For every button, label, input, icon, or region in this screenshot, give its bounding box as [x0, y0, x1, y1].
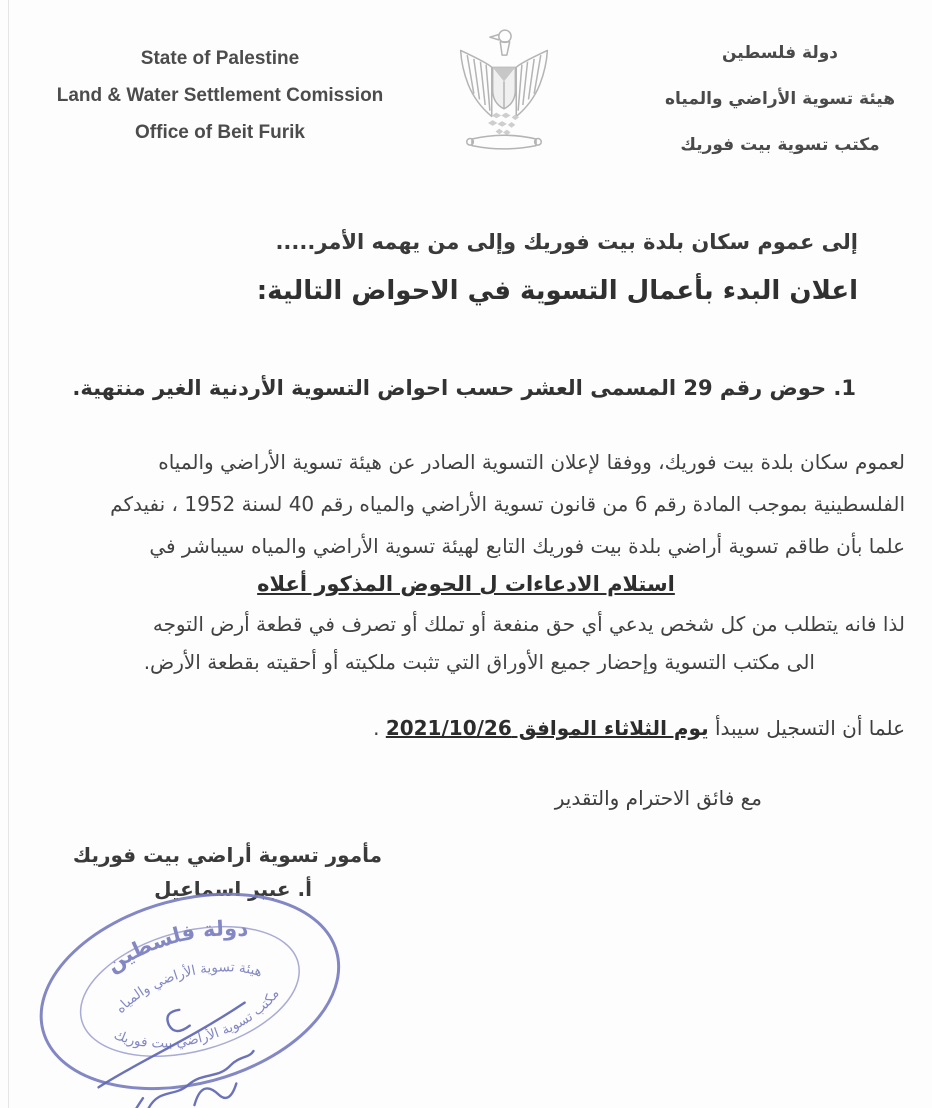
paragraph-line-2: الفلسطينية بموجب المادة رقم 6 من قانون تسوية الأراضي والمياه رقم 40 لسنة 1952 ، نفيدكم [110, 492, 905, 516]
paragraph-line-1: لعموم سكان بلدة بيت فوريك، ووفقا لإعلان التسوية الصادر عن هيئة تسوية الأراضي والمياه [158, 450, 905, 474]
stamp-text-bottom: مكتب تسوية الأراضي بيت فوريك [111, 986, 283, 1052]
salutation-line: إلى عموم سكان بلدة بيت فوريك وإلى من يهمه الأمر..... [275, 230, 858, 254]
basin-list-item: 1. حوض رقم 29 المسمى العشر حسب احواض التسوية الأردنية الغير منتهية. [72, 376, 856, 400]
registration-date-line [373, 716, 905, 740]
paragraph-line-4: لذا فانه يتطلب من كل شخص يدعي أي حق منفعة أو تملك أو تصرف في قطعة أرض التوجه [152, 612, 905, 636]
registration-date-suffix: . [373, 716, 386, 740]
header-ar-state: دولة فلسطين [721, 43, 839, 63]
header-ar-commission: هيئة تسوية الأراضي والمياه [664, 89, 896, 109]
header-ar-office: مكتب تسوية بيت فوريك [680, 135, 880, 155]
signer-name: أ. عبير اسماعيل [154, 877, 312, 901]
header-en-office: Office of Beit Furik [135, 122, 305, 143]
paragraph-line-3: علما بأن طاقم تسوية أراضي بلدة بيت فوريك التابع لهيئة تسوية الأراضي والمياه سيباشر في [149, 534, 905, 558]
stamp-text-top: دولة فلسطين [101, 916, 250, 977]
registration-date-prefix: علما أن التسجيل سيبدأ [708, 716, 905, 740]
paragraph-line-5: الى مكتب التسوية وإحضار جميع الأوراق التي تثبت ملكيته أو أحقيته بقطعة الأرض. [143, 650, 815, 674]
signer-title: مأمور تسوية أراضي بيت فوريك [72, 843, 382, 867]
underlined-claims-statement: استلام الادعاءات ل الحوض المذكور أعلاه [257, 572, 675, 596]
header-english [40, 40, 400, 151]
closing-salutation: مع فائق الاحترام والتقدير [554, 786, 762, 810]
announcement-title: اعلان البدء بأعمال التسوية في الاحواض التالية: [256, 276, 858, 306]
palestinian-eagle-emblem-icon [445, 24, 563, 160]
header-arabic [640, 30, 920, 168]
stamp-text-middle: هيئة تسوية الأراضي والمياه [112, 959, 265, 1017]
registration-date-value: يوم الثلاثاء الموافق 2021/10/26 [385, 716, 709, 740]
header-en-commission: Land & Water Settlement Comission [56, 85, 384, 106]
header-en-state: State of Palestine [140, 48, 300, 69]
